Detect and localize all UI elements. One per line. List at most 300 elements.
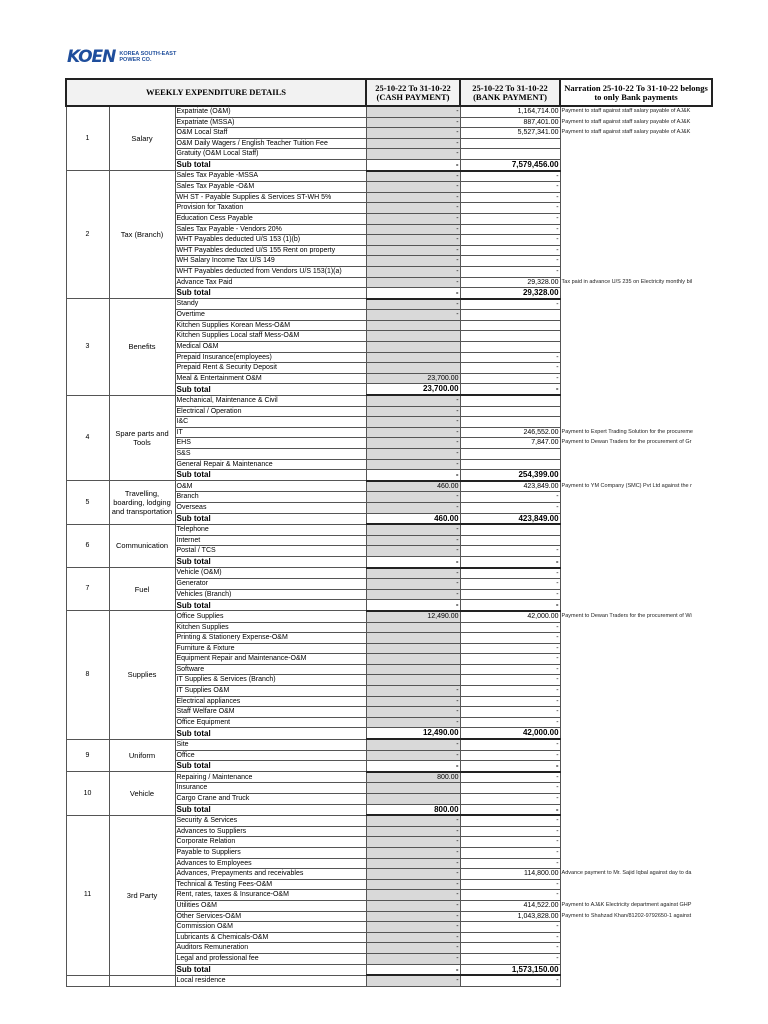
- narration-text: Payment to Expert Trading Solution for the procureme: [560, 427, 712, 438]
- item-name: Generator: [175, 579, 366, 590]
- item-name: Security & Services: [175, 815, 366, 826]
- bank-amount: -: [460, 492, 560, 503]
- cash-amount: -: [366, 106, 460, 117]
- cash-amount: -: [366, 911, 460, 922]
- cash-amount: -: [366, 890, 460, 901]
- cash-amount: -: [366, 815, 460, 826]
- bank-amount: [460, 320, 560, 331]
- group-number: 11: [66, 815, 109, 975]
- item-name: Sub total: [175, 159, 366, 170]
- narration-text: [560, 288, 712, 299]
- bank-amount: 423,849.00: [460, 481, 560, 492]
- narration-text: [560, 858, 712, 869]
- group-number: [66, 975, 109, 986]
- cash-amount: -: [366, 235, 460, 246]
- item-name: Expatriate (O&M): [175, 106, 366, 117]
- bank-amount: 246,552.00: [460, 427, 560, 438]
- group-number: 4: [66, 395, 109, 481]
- narration-text: [560, 192, 712, 203]
- item-name: Vehicles (Branch): [175, 589, 366, 600]
- item-name: Advances, Prepayments and receivables: [175, 869, 366, 880]
- bank-amount: -: [460, 783, 560, 794]
- cash-amount: -: [366, 427, 460, 438]
- bank-amount: -: [460, 953, 560, 964]
- narration-text: Tax paid in advance U/S 235 on Electricity monthly bil: [560, 277, 712, 288]
- bank-amount: -: [460, 826, 560, 837]
- bank-amount: -: [460, 568, 560, 579]
- group-name: 3rd Party: [109, 815, 175, 975]
- group-number: 8: [66, 611, 109, 739]
- cash-amount: -: [366, 224, 460, 235]
- item-name: Technical & Testing Fees-O&M: [175, 879, 366, 890]
- cash-amount: 12,490.00: [366, 728, 460, 739]
- narration-text: [560, 459, 712, 470]
- table-row: [66, 815, 712, 826]
- bank-amount: 1,573,150.00: [460, 964, 560, 975]
- narration-text: [560, 761, 712, 772]
- bank-amount: -: [460, 675, 560, 686]
- cash-amount: [366, 643, 460, 654]
- cash-amount: -: [366, 750, 460, 761]
- group-number: 7: [66, 568, 109, 611]
- item-name: O&M Local Staff: [175, 128, 366, 139]
- cash-amount: -: [366, 203, 460, 214]
- narration-text: [560, 266, 712, 277]
- narration-text: [560, 524, 712, 535]
- narration-text: [560, 299, 712, 310]
- narration-text: [560, 932, 712, 943]
- cash-amount: -: [366, 922, 460, 933]
- cash-amount: -: [366, 395, 460, 406]
- bank-amount: 887,401.00: [460, 117, 560, 128]
- cash-amount: 460.00: [366, 481, 460, 492]
- cash-amount: -: [366, 459, 460, 470]
- item-name: Repairing / Maintenance: [175, 772, 366, 783]
- group-name: Salary: [109, 106, 175, 171]
- item-name: Sales Tax Payable -O&M: [175, 182, 366, 193]
- item-name: Prepaid Rent & Security Deposit: [175, 363, 366, 374]
- group-number: 6: [66, 524, 109, 567]
- narration-text: Advance payment to Mr. Sajid Iqbal against day to da: [560, 869, 712, 880]
- bank-amount: -: [460, 975, 560, 986]
- item-name: Office: [175, 750, 366, 761]
- cash-amount: -: [366, 546, 460, 557]
- group-name: Fuel: [109, 568, 175, 611]
- item-name: Equipment Repair and Maintenance-O&M: [175, 654, 366, 665]
- item-name: Sales Tax Payable - Vendors 20%: [175, 224, 366, 235]
- bank-amount: 7,847.00: [460, 438, 560, 449]
- narration-text: [560, 406, 712, 417]
- narration-text: Payment to YM Company (SMC) Pvt Ltd against the r: [560, 481, 712, 492]
- group-number: 9: [66, 739, 109, 772]
- item-name: O&M Daily Wagers / English Teacher Tuition Fee: [175, 138, 366, 149]
- table-row: [66, 772, 712, 783]
- cash-amount: -: [366, 589, 460, 600]
- bank-amount: -: [460, 546, 560, 557]
- item-name: Rent, rates, taxes & Insurance-O&M: [175, 890, 366, 901]
- bank-amount: 254,399.00: [460, 470, 560, 481]
- narration-text: [560, 245, 712, 256]
- bank-amount: -: [460, 245, 560, 256]
- item-name: IT Supplies O&M: [175, 686, 366, 697]
- narration-text: [560, 717, 712, 728]
- narration-text: [560, 964, 712, 975]
- narration-text: [560, 750, 712, 761]
- table-row: [66, 739, 712, 750]
- item-name: Medical O&M: [175, 342, 366, 353]
- narration-text: [560, 395, 712, 406]
- bank-amount: -: [460, 224, 560, 235]
- bank-amount: [460, 331, 560, 342]
- expenditure-table: [65, 78, 713, 987]
- item-name: Utilities O&M: [175, 900, 366, 911]
- item-name: Advances to Suppliers: [175, 826, 366, 837]
- narration-text: [560, 171, 712, 182]
- narration-text: [560, 643, 712, 654]
- narration-text: [560, 138, 712, 149]
- narration-text: [560, 342, 712, 353]
- bank-amount: [460, 417, 560, 428]
- narration-text: [560, 213, 712, 224]
- bank-amount: -: [460, 772, 560, 783]
- item-name: Site: [175, 739, 366, 750]
- cash-amount: -: [366, 900, 460, 911]
- item-name: Software: [175, 664, 366, 675]
- cash-amount: -: [366, 524, 460, 535]
- narration-text: [560, 363, 712, 374]
- narration-text: [560, 384, 712, 395]
- cash-amount: -: [366, 192, 460, 203]
- item-name: Overtime: [175, 310, 366, 321]
- cash-amount: -: [366, 761, 460, 772]
- narration-text: [560, 686, 712, 697]
- cash-amount: [366, 675, 460, 686]
- bank-amount: -: [460, 761, 560, 772]
- bank-amount: -: [460, 932, 560, 943]
- bank-amount: [460, 138, 560, 149]
- narration-text: [560, 837, 712, 848]
- item-name: Payable to Suppliers: [175, 847, 366, 858]
- bank-amount: -: [460, 266, 560, 277]
- bank-amount: -: [460, 922, 560, 933]
- item-name: WH Salary Income Tax U/S 149: [175, 256, 366, 267]
- group-name: Travelling, boarding, lodging and transportation: [109, 481, 175, 524]
- narration-text: [560, 890, 712, 901]
- narration-text: [560, 953, 712, 964]
- cash-amount: -: [366, 266, 460, 277]
- bank-amount: -: [460, 600, 560, 611]
- bank-amount: -: [460, 815, 560, 826]
- cash-amount: [366, 320, 460, 331]
- item-name: I&C: [175, 417, 366, 428]
- narration-text: Payment to Dewan Traders for the procurement of Gr: [560, 438, 712, 449]
- bank-amount: -: [460, 363, 560, 374]
- narration-text: [560, 449, 712, 460]
- bank-amount: -: [460, 717, 560, 728]
- group-name: Tax (Branch): [109, 171, 175, 299]
- cash-amount: -: [366, 535, 460, 546]
- group-name: Vehicle: [109, 772, 175, 815]
- bank-amount: [460, 310, 560, 321]
- table-row: [66, 299, 712, 310]
- item-name: Branch: [175, 492, 366, 503]
- item-name: General Repair & Maintenance: [175, 459, 366, 470]
- cash-amount: -: [366, 213, 460, 224]
- item-name: WHT Payables deducted from Vendors U/S 153(1)(a): [175, 266, 366, 277]
- bank-amount: -: [460, 384, 560, 395]
- item-name: Auditors Remuneration: [175, 943, 366, 954]
- narration-text: [560, 310, 712, 321]
- bank-amount: 29,328.00: [460, 288, 560, 299]
- narration-text: [560, 502, 712, 513]
- narration-text: [560, 256, 712, 267]
- bank-amount: -: [460, 556, 560, 567]
- bank-amount: 7,579,456.00: [460, 159, 560, 170]
- bank-amount: -: [460, 750, 560, 761]
- table-row: [66, 171, 712, 182]
- narration-text: [560, 513, 712, 524]
- item-name: Internet: [175, 535, 366, 546]
- narration-text: [560, 203, 712, 214]
- narration-column-header: Narration 25-10-22 To 31-10-22 belongs to only Bank payments: [560, 79, 712, 106]
- item-name: Legal and professional fee: [175, 953, 366, 964]
- narration-text: [560, 654, 712, 665]
- bank-amount: -: [460, 633, 560, 644]
- item-name: Sales Tax Payable -MSSA: [175, 171, 366, 182]
- bank-amount: 1,043,828.00: [460, 911, 560, 922]
- item-name: WHT Payables deducted U/S 153 (1)(b): [175, 235, 366, 246]
- item-name: Overseas: [175, 502, 366, 513]
- item-name: Cargo Crane and Truck: [175, 794, 366, 805]
- bank-amount: -: [460, 579, 560, 590]
- bank-amount: 114,800.00: [460, 869, 560, 880]
- item-name: Printing & Stationery Expense-O&M: [175, 633, 366, 644]
- cash-amount: -: [366, 932, 460, 943]
- cash-amount: -: [366, 417, 460, 428]
- bank-amount: -: [460, 858, 560, 869]
- cash-amount: -: [366, 964, 460, 975]
- bank-amount: -: [460, 739, 560, 750]
- cash-amount: -: [366, 128, 460, 139]
- bank-amount: -: [460, 890, 560, 901]
- bank-amount: -: [460, 203, 560, 214]
- narration-text: [560, 320, 712, 331]
- narration-text: [560, 470, 712, 481]
- bank-amount: -: [460, 654, 560, 665]
- cash-amount: -: [366, 943, 460, 954]
- cash-amount: [366, 342, 460, 353]
- cash-amount: -: [366, 492, 460, 503]
- item-name: Office Equipment: [175, 717, 366, 728]
- table-row: [66, 524, 712, 535]
- item-name: Vehicle (O&M): [175, 568, 366, 579]
- cash-amount: -: [366, 406, 460, 417]
- cash-amount: -: [366, 686, 460, 697]
- cash-amount: -: [366, 556, 460, 567]
- item-name: EHS: [175, 438, 366, 449]
- narration-text: [560, 783, 712, 794]
- item-name: Sub total: [175, 288, 366, 299]
- cash-amount: -: [366, 438, 460, 449]
- narration-text: [560, 149, 712, 160]
- cash-amount: -: [366, 879, 460, 890]
- bank-amount: -: [460, 171, 560, 182]
- item-name: Sub total: [175, 384, 366, 395]
- narration-text: [560, 696, 712, 707]
- table-title: WEEKLY EXPENDITURE DETAILS: [66, 79, 366, 106]
- bank-amount: [460, 395, 560, 406]
- narration-text: Payment to staff against staff salary payable of AJ&K: [560, 128, 712, 139]
- narration-text: [560, 556, 712, 567]
- cash-amount: 460.00: [366, 513, 460, 524]
- narration-text: Payment to staff against staff salary payable of AJ&K: [560, 117, 712, 128]
- narration-text: [560, 492, 712, 503]
- cash-amount: -: [366, 837, 460, 848]
- narration-text: Payment to Dewan Traders for the procurement of Wi: [560, 611, 712, 622]
- bank-amount: -: [460, 879, 560, 890]
- cash-amount: 800.00: [366, 804, 460, 815]
- narration-text: [560, 331, 712, 342]
- bank-amount: [460, 524, 560, 535]
- group-number: 10: [66, 772, 109, 815]
- group-name: Uniform: [109, 739, 175, 772]
- cash-amount: 23,700.00: [366, 384, 460, 395]
- item-name: Provision for Taxation: [175, 203, 366, 214]
- group-name: Supplies: [109, 611, 175, 739]
- cash-amount: [366, 654, 460, 665]
- narration-text: [560, 568, 712, 579]
- cash-amount: -: [366, 117, 460, 128]
- narration-text: [560, 675, 712, 686]
- cash-amount: -: [366, 182, 460, 193]
- narration-text: [560, 943, 712, 954]
- cash-amount: [366, 622, 460, 633]
- item-name: Furniture & Fixture: [175, 643, 366, 654]
- bank-amount: 42,000.00: [460, 611, 560, 622]
- item-name: Expatriate (MSSA): [175, 117, 366, 128]
- bank-amount: -: [460, 256, 560, 267]
- narration-text: [560, 728, 712, 739]
- cash-amount: -: [366, 159, 460, 170]
- item-name: Sub total: [175, 600, 366, 611]
- narration-text: [560, 975, 712, 986]
- narration-text: [560, 739, 712, 750]
- bank-amount: 5,527,341.00: [460, 128, 560, 139]
- cash-amount: -: [366, 299, 460, 310]
- table-row: [66, 481, 712, 492]
- cash-amount: -: [366, 717, 460, 728]
- narration-text: Payment to Shahzad Khan/81202-9792650-1 against: [560, 911, 712, 922]
- narration-text: [560, 352, 712, 363]
- narration-text: [560, 235, 712, 246]
- cash-amount: -: [366, 579, 460, 590]
- item-name: Local residence: [175, 975, 366, 986]
- cash-amount: -: [366, 256, 460, 267]
- bank-amount: -: [460, 686, 560, 697]
- item-name: WH ST - Payable Supplies & Services ST-WH 5%: [175, 192, 366, 203]
- bank-amount: -: [460, 837, 560, 848]
- bank-amount: -: [460, 664, 560, 675]
- bank-amount: 42,000.00: [460, 728, 560, 739]
- narration-text: Payment to staff against staff salary payable of AJ&K: [560, 106, 712, 117]
- bank-amount: -: [460, 299, 560, 310]
- item-name: Kitchen Supplies Local staff Mess-O&M: [175, 331, 366, 342]
- cash-amount: [366, 783, 460, 794]
- item-name: WHT Payables deducted U/S 155 Rent on property: [175, 245, 366, 256]
- bank-amount: 1,164,714.00: [460, 106, 560, 117]
- cash-amount: -: [366, 975, 460, 986]
- item-name: IT Supplies & Services (Branch): [175, 675, 366, 686]
- cash-amount: -: [366, 171, 460, 182]
- bank-amount: [460, 342, 560, 353]
- logo-text: KOREA SOUTH-EAST POWER CO.: [119, 51, 177, 63]
- cash-amount: -: [366, 696, 460, 707]
- group-name: Benefits: [109, 299, 175, 395]
- item-name: Staff Welfare O&M: [175, 707, 366, 718]
- bank-amount: [460, 449, 560, 460]
- cash-amount: [366, 352, 460, 363]
- cash-amount: -: [366, 138, 460, 149]
- item-name: Office Supplies: [175, 611, 366, 622]
- item-name: Sub total: [175, 728, 366, 739]
- narration-text: [560, 633, 712, 644]
- cash-amount: -: [366, 245, 460, 256]
- cash-amount: -: [366, 310, 460, 321]
- narration-text: [560, 794, 712, 805]
- logo-mark: KOEN: [67, 47, 116, 67]
- cash-amount: -: [366, 858, 460, 869]
- table-row: [66, 106, 712, 117]
- cash-amount: -: [366, 869, 460, 880]
- item-name: Kitchen Supplies Korean Mess-O&M: [175, 320, 366, 331]
- cash-amount: -: [366, 502, 460, 513]
- cash-amount: -: [366, 826, 460, 837]
- item-name: Commission O&M: [175, 922, 366, 933]
- item-name: Education Cess Payable: [175, 213, 366, 224]
- narration-text: [560, 922, 712, 933]
- narration-text: [560, 535, 712, 546]
- bank-amount: -: [460, 707, 560, 718]
- table-body: [66, 106, 712, 986]
- item-name: Kitchen Supplies: [175, 622, 366, 633]
- narration-text: [560, 815, 712, 826]
- group-name: Communication: [109, 524, 175, 567]
- narration-text: [560, 804, 712, 815]
- narration-text: [560, 847, 712, 858]
- bank-amount: -: [460, 352, 560, 363]
- bank-amount: [460, 459, 560, 470]
- group-number: 3: [66, 299, 109, 395]
- cash-amount: -: [366, 470, 460, 481]
- item-name: Sub total: [175, 513, 366, 524]
- group-number: 5: [66, 481, 109, 524]
- item-name: Lubricants & Chemicals-O&M: [175, 932, 366, 943]
- table-header-row: [66, 79, 712, 106]
- cash-amount: [366, 664, 460, 675]
- item-name: Advances to Employees: [175, 858, 366, 869]
- narration-text: [560, 182, 712, 193]
- item-name: Sub total: [175, 556, 366, 567]
- narration-text: [560, 707, 712, 718]
- cash-amount: 23,700.00: [366, 373, 460, 384]
- item-name: Insurance: [175, 783, 366, 794]
- bank-amount: -: [460, 847, 560, 858]
- bank-amount: [460, 149, 560, 160]
- table-row: [66, 975, 712, 986]
- bank-amount: -: [460, 622, 560, 633]
- narration-text: [560, 826, 712, 837]
- narration-text: [560, 417, 712, 428]
